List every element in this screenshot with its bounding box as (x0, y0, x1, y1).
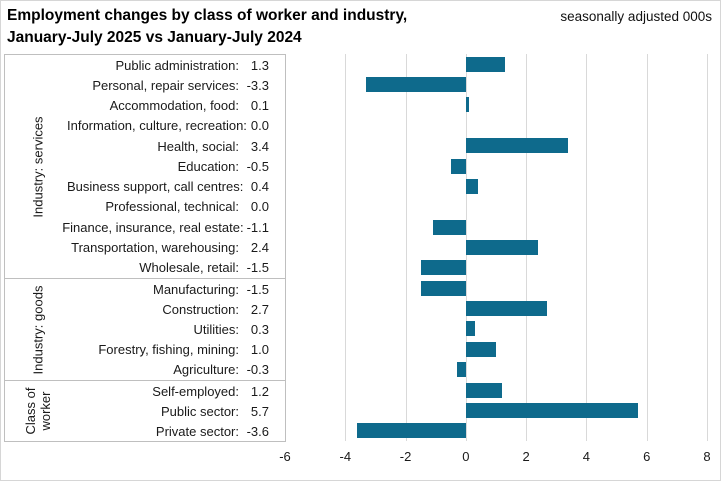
row-label (67, 55, 269, 75)
row-name: Self-employed: (152, 383, 239, 399)
row-name: Wholesale, retail: (139, 260, 239, 276)
row-name: Finance, insurance, real estate: (62, 219, 244, 235)
bar (466, 240, 538, 255)
row-name: Personal, repair services: (92, 77, 239, 93)
row-name: Construction: (162, 301, 239, 317)
row-name: Public administration: (115, 57, 239, 73)
row-name: Information, culture, recreation: (67, 118, 247, 134)
bar (421, 281, 466, 296)
group-box (4, 54, 286, 279)
row-name: Professional, technical: (105, 199, 239, 215)
row-labels (67, 381, 269, 441)
bar (451, 159, 466, 174)
chart-title-line1: Employment changes by class of worker and industry, (7, 7, 408, 24)
chart-title-line2: January-July 2025 vs January-July 2024 (7, 29, 302, 46)
row-name: Education: (177, 158, 239, 174)
gridline (345, 54, 346, 441)
row-value: 2.4 (250, 240, 269, 256)
x-tick-label: 6 (643, 449, 651, 464)
row-value: -0.5 (246, 158, 269, 174)
row-name: Manufacturing: (153, 281, 239, 297)
row-value: -3.3 (246, 77, 269, 93)
row-value: 3.4 (250, 138, 269, 154)
group-box (4, 380, 286, 442)
row-name: Business support, call centres: (67, 179, 244, 195)
group-label: Class of worker (23, 387, 53, 435)
bar (457, 362, 466, 377)
row-label (67, 197, 269, 217)
row-label (67, 177, 269, 197)
row-name: Health, social: (157, 138, 239, 154)
bar (466, 57, 505, 72)
row-value: 5.7 (250, 403, 269, 419)
bar (466, 383, 502, 398)
bar (466, 342, 496, 357)
gridline (647, 54, 648, 441)
row-label (67, 381, 269, 401)
row-name: Transportation, warehousing: (71, 240, 239, 256)
x-tick-label: 4 (582, 449, 591, 464)
x-tick-label: 0 (462, 449, 470, 464)
group-label-zone (5, 55, 69, 278)
row-label (67, 116, 269, 136)
row-labels (62, 55, 269, 278)
group-label: Industry: services (30, 115, 46, 218)
row-label (67, 156, 269, 176)
row-value: -1.1 (246, 219, 269, 235)
row-label (67, 96, 269, 116)
group-box (4, 278, 286, 381)
x-tick-label: -6 (279, 449, 291, 464)
bar (421, 260, 466, 275)
row-label (67, 136, 269, 156)
row-label (67, 75, 269, 95)
bar (357, 423, 466, 438)
row-name: Agriculture: (173, 362, 239, 378)
row-value: 1.0 (250, 342, 269, 358)
gridline (707, 54, 708, 441)
row-label (67, 237, 269, 257)
row-label (62, 217, 269, 237)
row-name: Forestry, fishing, mining: (98, 342, 239, 358)
row-label (67, 319, 269, 339)
group-label-zone (5, 279, 69, 380)
row-value: -1.5 (246, 281, 269, 297)
row-value: 2.7 (250, 301, 269, 317)
bar (466, 138, 568, 153)
row-labels (67, 279, 269, 380)
row-value: 0.0 (250, 199, 269, 215)
row-name: Private sector: (155, 423, 239, 439)
x-tick-label: 2 (522, 449, 530, 464)
row-label (67, 258, 269, 278)
row-label (67, 340, 269, 360)
row-label (67, 279, 269, 299)
bar (466, 301, 547, 316)
x-tick-label: -2 (399, 449, 412, 464)
bar (433, 220, 466, 235)
bar (466, 321, 475, 336)
row-value: 1.2 (250, 383, 269, 399)
row-label (67, 360, 269, 380)
row-value: 0.1 (250, 98, 269, 114)
row-name: Public sector: (160, 403, 239, 419)
row-label (67, 299, 269, 319)
x-tick-label: 8 (703, 449, 711, 464)
bar (466, 97, 469, 112)
group-label: Industry: goods (30, 285, 46, 374)
row-name: Utilities: (193, 322, 239, 337)
row-label (67, 401, 269, 421)
row-value: 0.0 (250, 118, 269, 134)
bar (466, 403, 638, 418)
row-name: Accommodation, food: (109, 98, 239, 114)
row-value: 1.3 (250, 57, 269, 73)
x-tick-label: -4 (339, 449, 352, 464)
row-value: -1.5 (246, 260, 269, 276)
units-note: seasonally adjusted 000s (560, 9, 712, 24)
gridline (586, 54, 587, 441)
group-label-zone (5, 381, 69, 441)
row-value: -0.3 (246, 362, 269, 378)
row-value: -3.6 (246, 423, 269, 439)
row-value: 0.4 (250, 179, 269, 195)
row-label (67, 421, 269, 441)
bar (366, 77, 465, 92)
gridline (406, 54, 407, 441)
bar (466, 179, 478, 194)
row-value: 0.3 (250, 322, 269, 337)
